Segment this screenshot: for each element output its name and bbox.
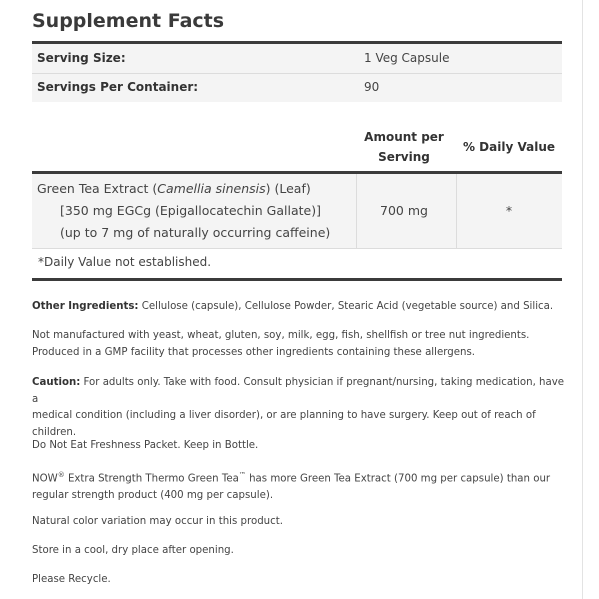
recycle-note: Please Recycle. [32, 574, 111, 585]
product-name: Extra Strength Thermo Green Tea [64, 473, 239, 485]
other-ingredients-label: Other Ingredients: [32, 301, 139, 312]
allergen-line: Produced in a GMP facility that processes other ingredients containing these allergens. [32, 346, 475, 358]
amount-header-line2: Serving [378, 150, 430, 164]
ingredient-daily-value: * [505, 203, 513, 218]
bottom-thick-rule [32, 278, 562, 281]
servings-per-container-row [32, 74, 562, 102]
right-divider [582, 0, 583, 599]
column-divider [356, 174, 357, 248]
caution-label: Caution: [32, 377, 81, 388]
freshness-note: Do Not Eat Freshness Packet. Keep in Bottle. [32, 440, 259, 451]
serving-size-label: Serving Size: [37, 51, 126, 65]
daily-value-footnote: *Daily Value not established. [38, 255, 212, 269]
serving-size-row [32, 44, 562, 73]
caution-line: children. [32, 426, 77, 438]
caution-line: medical condition (including a liver disorder), or are planning to have surgery. Keep out of reach of [32, 410, 536, 421]
column-divider [456, 174, 457, 248]
allergen-statement [32, 328, 567, 361]
amount-per-serving-header [360, 127, 448, 167]
page-title: Supplement Facts [32, 10, 225, 32]
ingredient-egcg-line: [350 mg EGCg (Epigallocatechin Gallate)] [60, 203, 321, 218]
servings-per-container-value: 90 [364, 80, 380, 94]
registered-mark: ® [57, 471, 65, 479]
daily-value-header: % Daily Value [462, 140, 555, 154]
brand-name: NOW [32, 473, 58, 485]
comparison-line [32, 467, 567, 488]
serving-size-value: 1 Veg Capsule [364, 51, 450, 65]
allergen-line: Not manufactured with yeast, wheat, gluten, soy, milk, egg, fish, shellfish or tree nut ingredients. [32, 330, 530, 341]
comparison-line: regular strength product (400 mg per capsule). [32, 489, 274, 501]
caution-line [32, 375, 567, 408]
color-variation-note: Natural color variation may occur in this product. [32, 516, 283, 527]
servings-per-container-label: Servings Per Container: [37, 80, 199, 94]
ingredient-amount: 700 mg [380, 203, 428, 218]
trademark-mark: ™ [238, 471, 246, 479]
ingredient-name-suffix: ) (Leaf) [265, 181, 311, 196]
product-comparison [32, 467, 567, 504]
ingredient-name-prefix: Green Tea Extract ( [37, 181, 158, 196]
ingredient-latin-name: Camellia sinensis [157, 181, 266, 196]
ingredient-row [32, 174, 562, 248]
other-ingredients-text: Cellulose (capsule), Cellulose Powder, Stearic Acid (vegetable source) and Silica. [138, 301, 554, 312]
amount-header-line1: Amount per [364, 130, 444, 144]
storage-note: Store in a cool, dry place after opening. [32, 545, 234, 556]
ingredient-caffeine-line: (up to 7 mg of naturally occurring caffeine) [60, 225, 331, 240]
caution-text: For adults only. Take with food. Consult physician if pregnant/nursing, taking medication, have a [32, 377, 565, 405]
comparison-text: has more Green Tea Extract (700 mg per capsule) than our [245, 473, 551, 485]
ingredient-name [37, 181, 311, 196]
caution-statement [32, 375, 567, 441]
other-ingredients [32, 299, 567, 316]
row-divider [32, 248, 562, 249]
